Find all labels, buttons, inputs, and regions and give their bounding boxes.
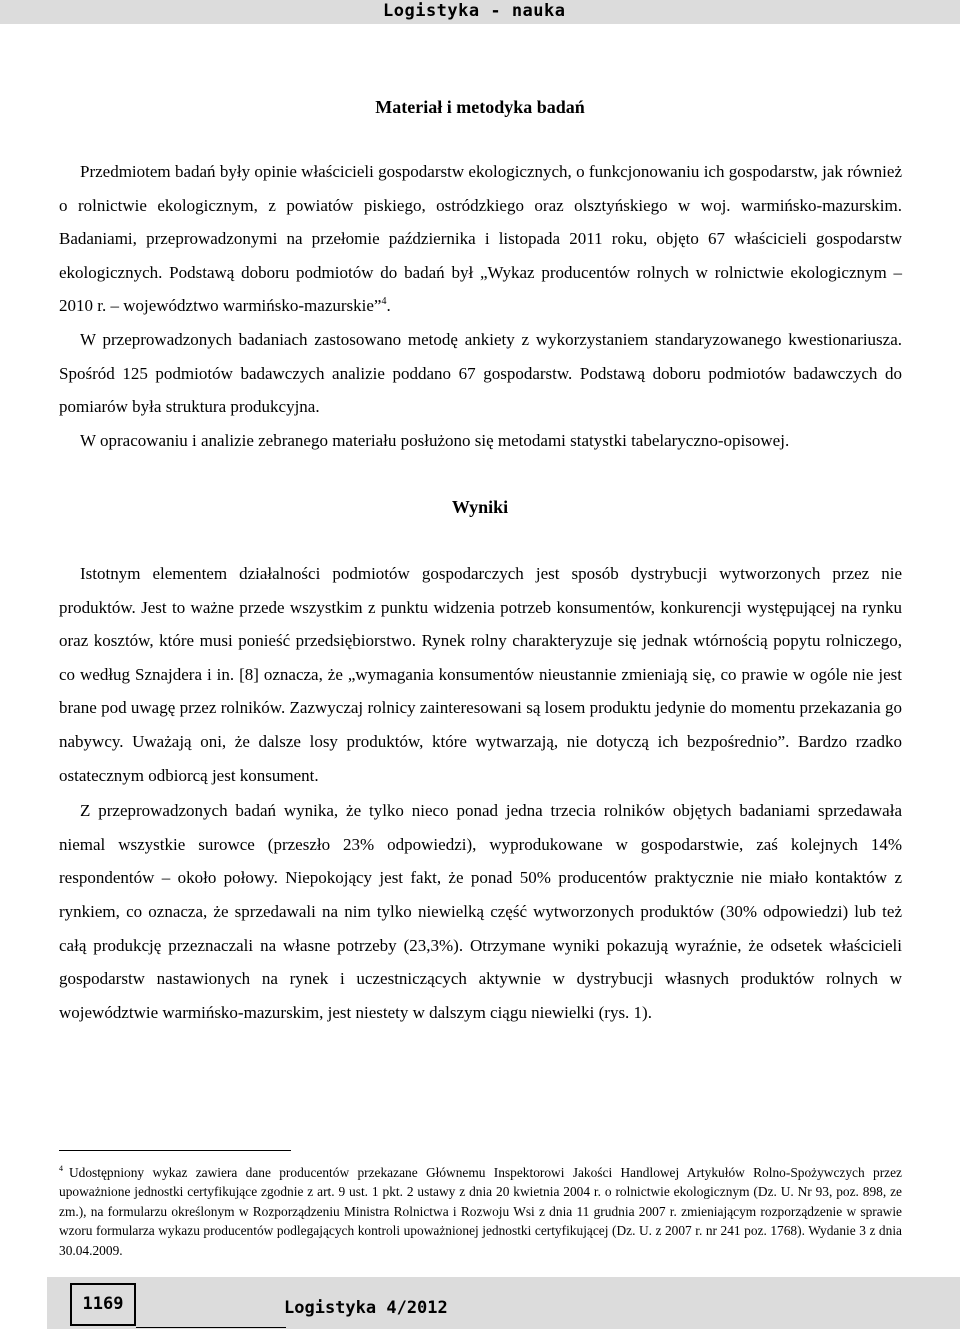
footnote <box>59 1163 902 1260</box>
paragraph: W opracowaniu i analizie zebranego materiału posłużono się metodami statystki tabelaryczno-opisowej. <box>80 430 790 450</box>
journal-name: Logistyka 4/2012 <box>284 1298 448 1318</box>
section-heading-materials: Materiał i metodyka badań <box>375 97 585 117</box>
section-heading-results: Wyniki <box>451 497 509 517</box>
footer-bar <box>47 1277 960 1329</box>
paragraph: W przeprowadzonych badaniach zastosowano metodę ankiety z wykorzystaniem standaryzowanego kwestionariusza. Spośród 125 podmiotów badawczych analizie poddano 67 gospodarstw. Podstawą doboru podmiotów badawczych do pomiarów była struktura produkcyjna. <box>59 329 902 417</box>
page-number: 1169 <box>70 1283 136 1326</box>
footer-rule <box>136 1327 286 1328</box>
footnote-divider <box>59 1150 291 1151</box>
paragraph: Z przeprowadzonych badań wynika, że tylko nieco ponad jedna trzecia rolników objętych badaniami sprzedawała niemal wszystkie surowce (przeszło 23% odpowiedzi), wyprodukowane w gospodarstwie, zaś kolejnych 14% respondentów – około połowy. Niepokojący jest fakt, że ponad 50% producentów praktycznie nie miało kontaktów z rynkiem, co oznacza, że sprzedawali na nim tylko niewielką część wytworzonych produktów (30% odpowiedzi) lub też całą produkcję przeznaczali na własne potrzeby (23,3%). Otrzymane wyniki pokazują wyraźnie, że odsetek właścicieli gospodarstw nastawionych na rynek i uczestniczących aktywnie w dystrybucji własnych produktów rolnych w województwie warmińsko-mazurskim, jest niestety w dalszym ciągu niewielki (rys. 1). <box>59 801 902 1022</box>
section-materials-body <box>59 155 902 457</box>
footnote-ref: 4 <box>381 296 387 308</box>
paragraph-end: . <box>386 296 391 316</box>
footnote-number: 4 <box>59 1164 63 1173</box>
section-results-body <box>59 557 902 1029</box>
footnote-text: Udostępniony wykaz zawiera dane producentów przekazane Głównemu Inspektorowi Jakości Handlowej Artykułów Rolno-Spożywczych przez upoważnione jednostki certyfikujące zgodnie z art. 9 ust. 1 pkt. 2 ustawy z dnia 20 kwietnia 2004 r. o rolnictwie ekologicznym (Dz. U. Nr 93, poz. 898, ze zm.), na formularzu określonym w Rozporządzeniu Ministra Rolnictwa i Rozwoju Wsi z dnia 11 grudnia 2007 r. zmieniającym rozporządzenie w sprawie wzoru formularza wykazu producentów podlegających kontroli upoważnionej jednostki certyfikującej (Dz. U. z 2007 r. nr 241 poz. 1768). Wydanie 3 z dnia 30.04.2009. <box>59 1165 902 1258</box>
paragraph: Istotnym elementem działalności podmiotów gospodarczych jest sposób dystrybucji wytworzonych przez nie produktów. Jest to ważne przede wszystkim z punktu widzenia potrzeb konsumentów, konkurencji występującej na rynku oraz kosztów, które musi ponieść przedsiębiorstwo. Rynek rolny charakteryzuje się jednak wtórnością popytu rolniczego, co według Sznajdera i in. [8] oznacza, że „wymagania konsumentów nieustannie zmieniają się, co prawie w ogóle nie jest brane pod uwagę przez rolników. Zazwyczaj rolnicy zainteresowani są losem produktu jedynie do momentu przekazania go nabywcy. Uważają oni, że dalsze losy produktów, które wytwarzają, nie dotyczą ich bezpośrednio”. Bardzo rzadko ostatecznym odbiorcą jest konsument. <box>59 564 902 785</box>
paragraph <box>59 155 902 323</box>
running-title: Logistyka - nauka <box>383 1 566 21</box>
paragraph-text: Przedmiotem badań były opinie właścicieli gospodarstw ekologicznych, o funkcjonowaniu ich gospodarstw, jak również o rolnictwie ekologicznym, z powiatów piskiego, ostródzkiego oraz olsztyńskiego w woj. warmińsko-mazurskim. Badaniami, przeprowadzonymi na przełomie października i listopada 2011 roku, objęto 67 właścicieli gospodarstw ekologicznych. Podstawą doboru podmiotów do badań był „Wykaz producentów rolnych w rolnictwie ekologicznym – 2010 r. – województwo warmińsko-mazurskie” <box>59 162 902 316</box>
